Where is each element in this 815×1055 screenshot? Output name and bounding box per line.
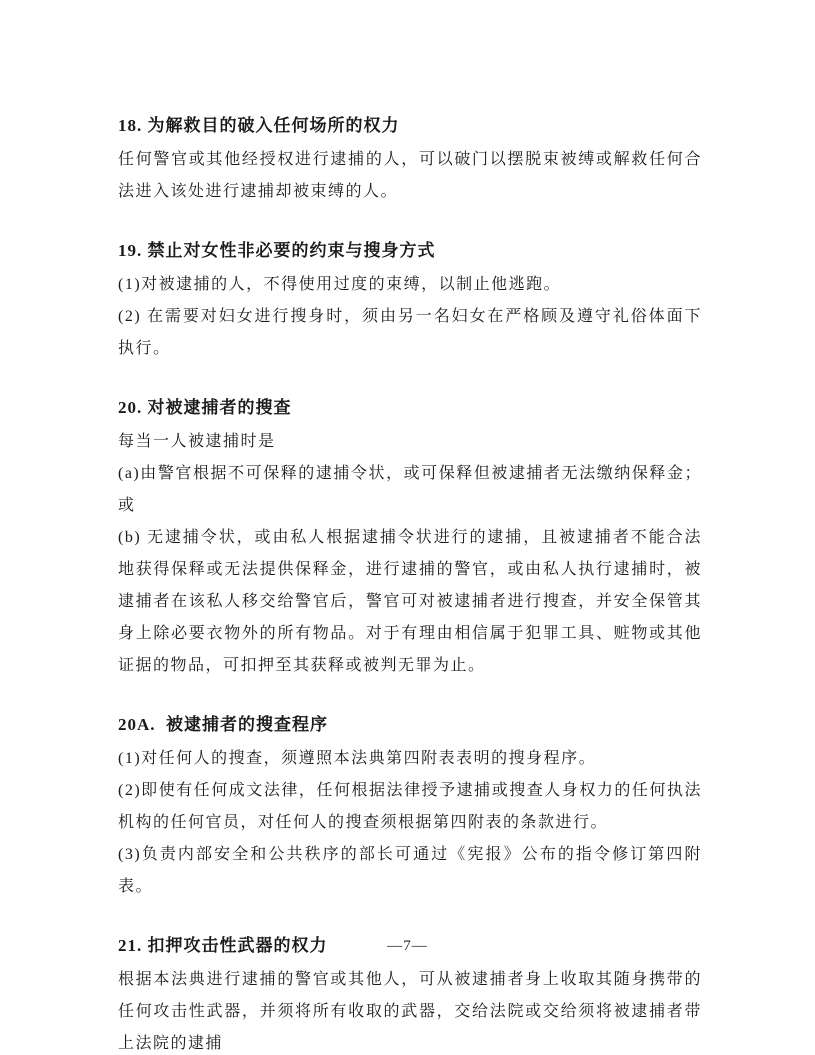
paragraph: (3)负责内部安全和公共秩序的部长可通过《宪报》公布的指令修订第四附表。 (118, 846, 702, 895)
section-paragraphs (118, 426, 713, 682)
document-section (118, 110, 702, 208)
paragraph: 根据本法典进行逮捕的警官或其他人，可从被逮捕者身上收取其随身携带的任何攻击性武器，并须将所有收取的武器，交给法院或交给须将被逮捕者带上法院的逮捕 (118, 971, 702, 1052)
page-number: —7— (387, 938, 428, 954)
section-paragraphs (118, 964, 702, 1055)
paragraph: (b) 无逮捕令状，或由私人根据逮捕令状进行的逮捕，且被逮捕者不能合法地获得保释或无法提供保释金，进行逮捕的警官，或由私人执行逮捕时，被逮捕者在该私人移交给警官后，警官可对被逮捕者进行搜查，并安全保管其身上除必要衣物外的所有物品。对于有理由相信属于犯罪工具、赃物或其他证据的物品，可扣押至其获释或被判无罪为止。 (118, 529, 702, 674)
document-section (118, 235, 702, 365)
document-section (118, 709, 702, 903)
paragraph: (2)即使有任何成文法律，任何根据法律授予逮捕或搜查人身权力的任何执法机构的任何官员，对任何人的搜查须根据第四附表的条款进行。 (118, 782, 702, 831)
paragraph: 任何警官或其他经授权进行逮捕的人，可以破门以摆脱束被缚或解救任何合法进入该处进行逮捕却被束缚的人。 (118, 151, 702, 200)
section-heading: 20A. 被逮捕者的搜查程序 (118, 715, 329, 734)
section-paragraphs (118, 269, 702, 365)
document-body (118, 110, 713, 1055)
section-heading: 19. 禁止对女性非必要的约束与搜身方式 (118, 241, 436, 260)
section-paragraphs (118, 144, 702, 208)
paragraph: 每当一人被逮捕时是 (118, 433, 276, 450)
paragraph: (1)对任何人的搜查，须遵照本法典第四附表表明的搜身程序。 (118, 750, 597, 767)
paragraph: (2) 在需要对妇女进行搜身时，须由另一名妇女在严格顾及遵守礼俗体面下执行。 (118, 308, 702, 357)
section-heading: 20. 对被逮捕者的搜查 (118, 398, 292, 417)
document-section (118, 392, 713, 682)
paragraph: (a)由警官根据不可保释的逮捕令状，或可保释但被逮捕者无法缴纳保释金； 或 (118, 465, 713, 514)
paragraph: (1)对被逮捕的人，不得使用过度的束缚，以制止他逃跑。 (118, 276, 562, 293)
section-heading: 21. 扣押攻击性武器的权力 (118, 936, 328, 955)
section-heading: 18. 为解救目的破入任何场所的权力 (118, 116, 400, 135)
section-paragraphs (118, 743, 702, 903)
